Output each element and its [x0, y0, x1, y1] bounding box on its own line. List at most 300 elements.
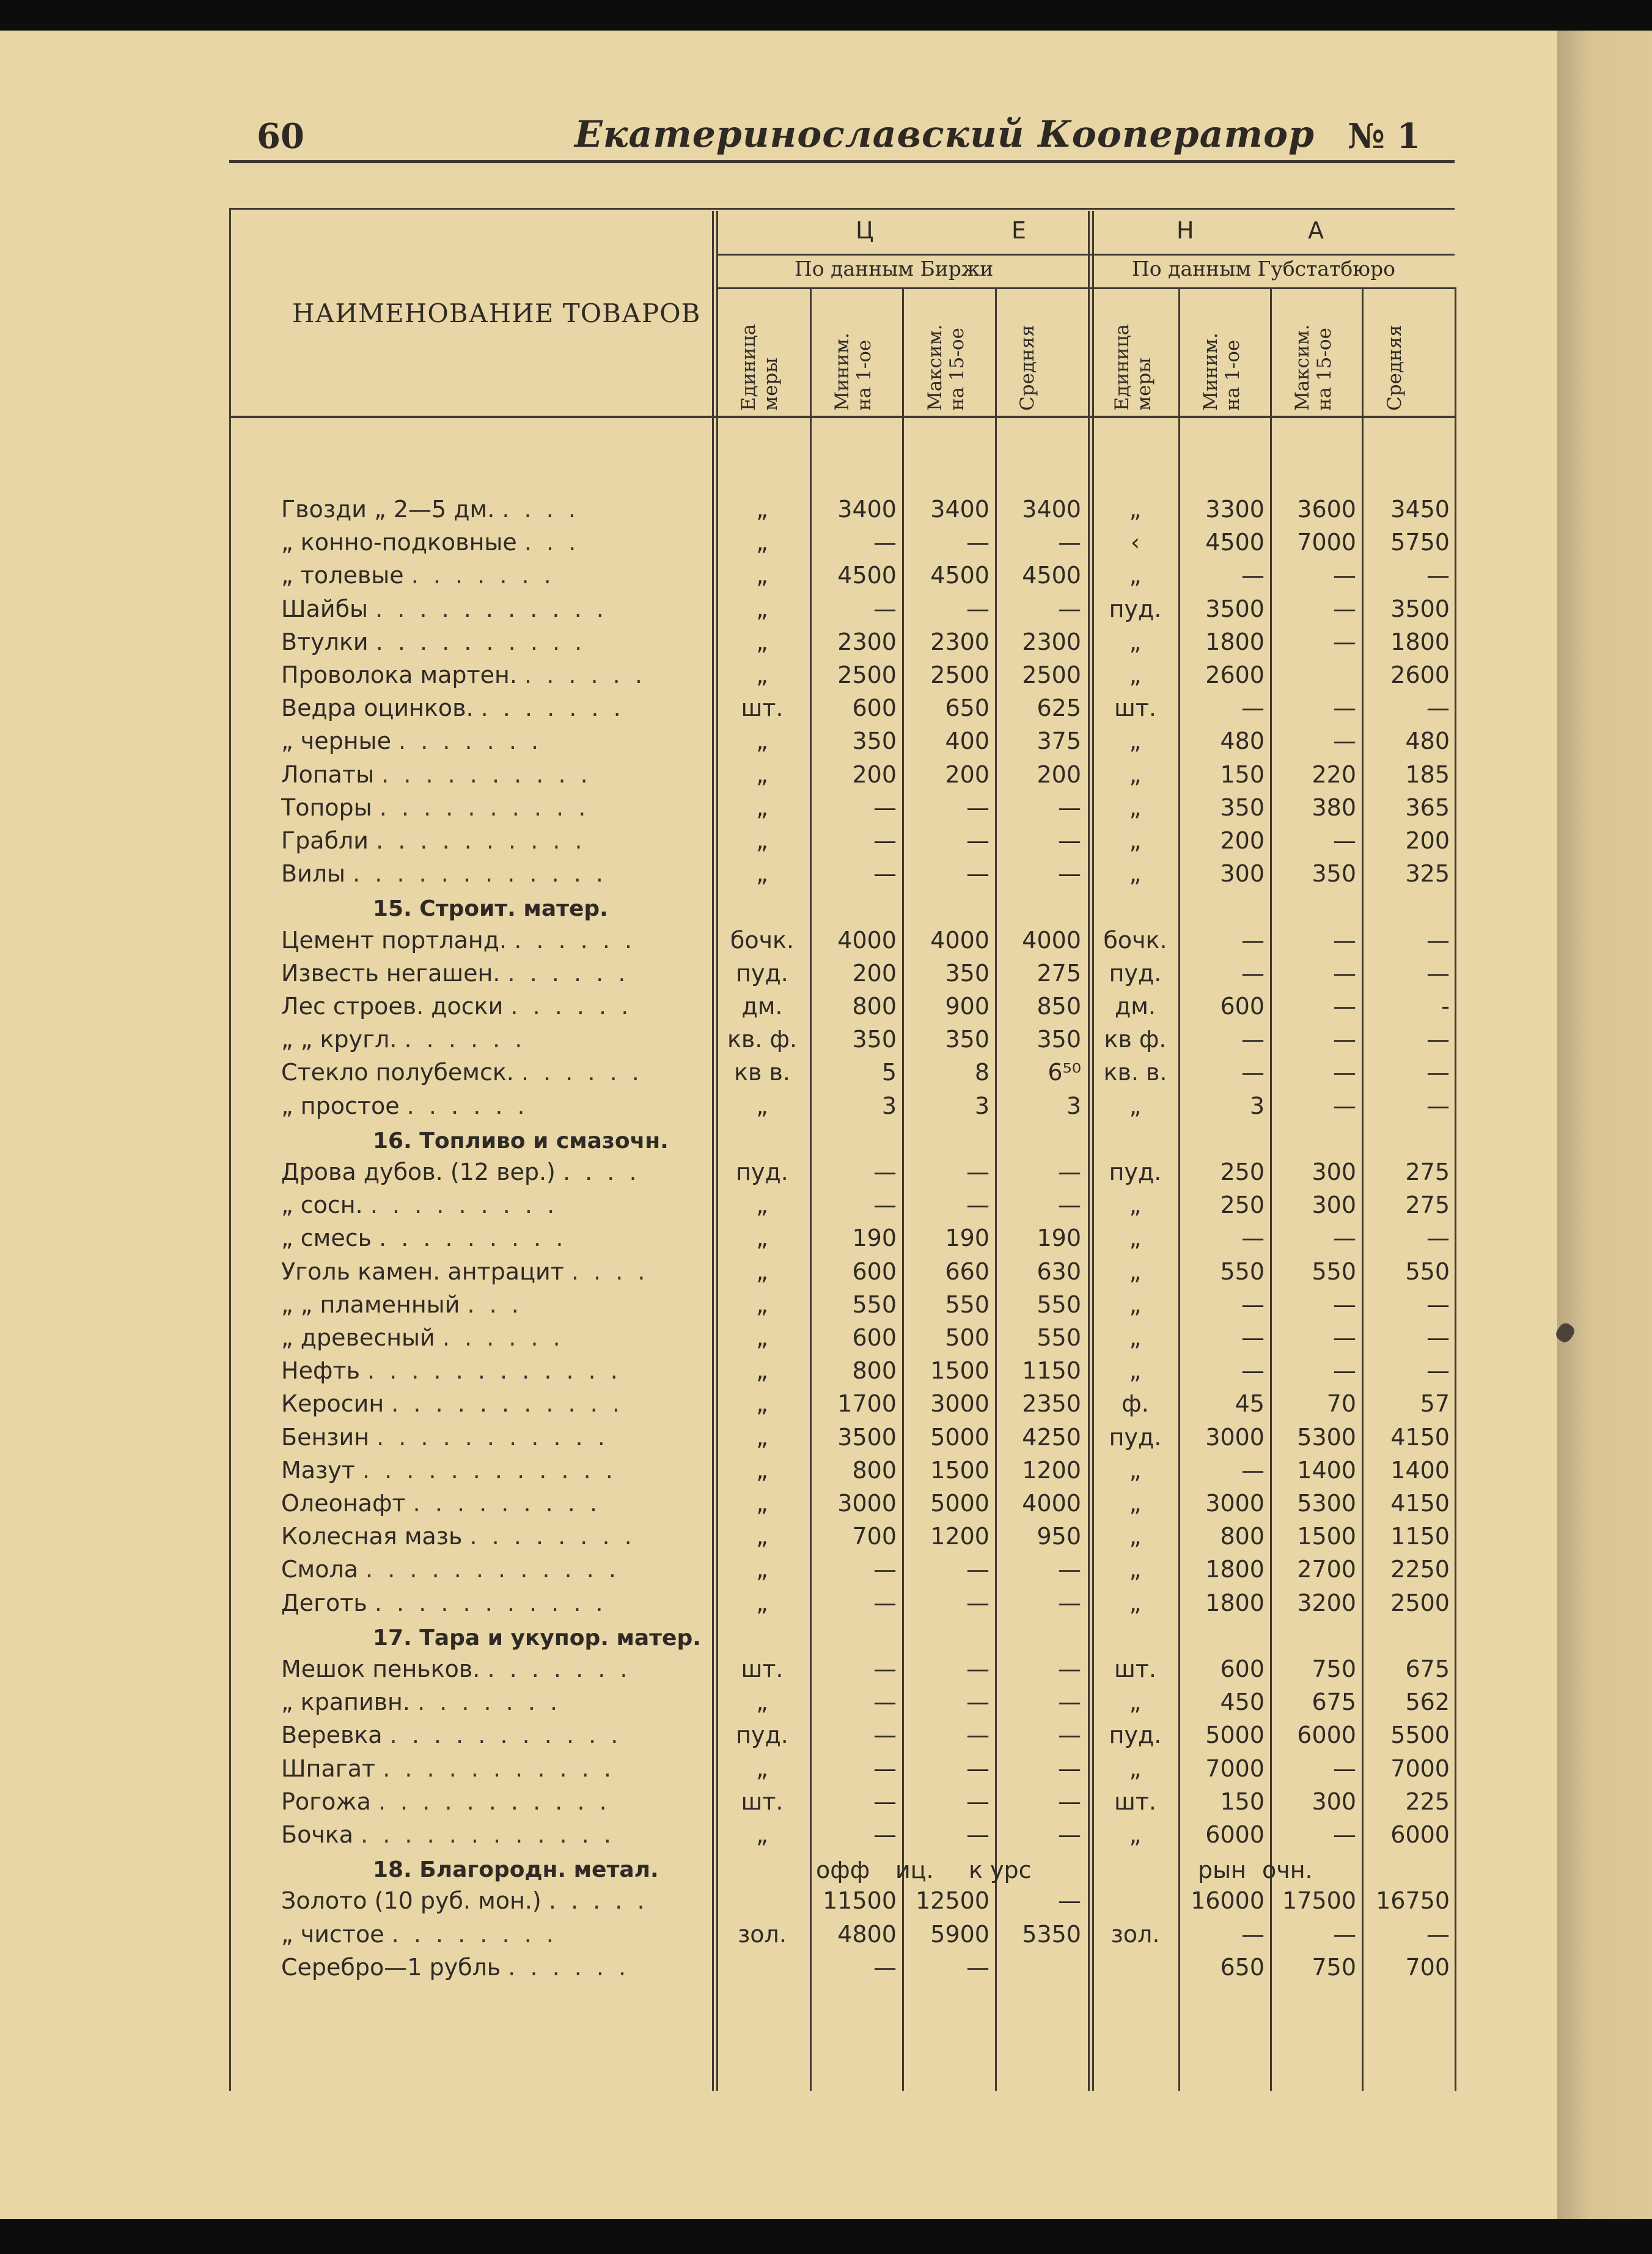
unit-cell: „ [756, 827, 768, 854]
price-cell: — [1058, 529, 1081, 556]
leader-dots: . . . . . . [507, 959, 630, 987]
price-cell: 5900 [930, 1920, 989, 1948]
price-cell: — [1241, 1357, 1265, 1385]
commodity-name [281, 1654, 703, 1684]
commodity-label: „ „ кругл. [281, 1026, 405, 1053]
commodity-label: Олеонафт [281, 1490, 413, 1517]
price-cell: — [1426, 926, 1450, 954]
price-cell: 700 [852, 1523, 897, 1550]
unit-cell: шт. [741, 694, 784, 722]
price-cell: — [1333, 595, 1356, 622]
commodity-name [281, 958, 703, 989]
unit-cell: „ [756, 1689, 768, 1716]
unit-cell: бочк. [1103, 926, 1167, 954]
price-cell: — [873, 529, 897, 556]
price-cell: 3400 [1022, 496, 1081, 523]
commodity-name [281, 1720, 703, 1750]
leader-dots: . . . . . . . . . . . . [367, 1357, 622, 1385]
rate-note: очн. [1262, 1857, 1313, 1884]
price-cell: 5300 [1297, 1490, 1356, 1517]
price-cell: 2500 [837, 661, 897, 688]
commodity-name [281, 1819, 703, 1850]
unit-cell: „ [756, 794, 768, 821]
price-cell: 600 [1220, 993, 1265, 1020]
price-cell: 200 [852, 959, 897, 987]
commodity-name [281, 991, 703, 1022]
price-cell: 190 [945, 1225, 989, 1252]
unit-cell: „ [1129, 1191, 1142, 1219]
commodity-label: Смола [281, 1556, 366, 1583]
price-cell: — [1333, 694, 1356, 722]
commodity-label: „ крапивн. [281, 1689, 418, 1716]
price-cell: 3500 [1205, 595, 1265, 622]
unit-cell: „ [1129, 1523, 1142, 1550]
price-cell: 750 [1312, 1656, 1356, 1682]
price-cell: 45 [1235, 1390, 1265, 1418]
commodity-name [281, 1753, 703, 1784]
price-cell: — [1426, 1059, 1450, 1086]
group-header-statbureau: По данным Губстатбюро [1132, 257, 1395, 281]
price-cell: 900 [945, 993, 989, 1020]
unit-cell: „ [756, 1225, 768, 1252]
commodity-label: Деготь [281, 1589, 375, 1616]
unit-cell: „ [756, 761, 768, 788]
leader-dots: . . . . . . . . [391, 1920, 557, 1948]
commodity-label: Мешок пеньков. [281, 1656, 488, 1682]
price-cell: - [1441, 993, 1450, 1020]
price-letter: Е [1011, 217, 1027, 244]
leader-dots: . . . . . . [404, 1026, 526, 1053]
leader-dots: . . . . . . . [487, 1656, 631, 1682]
price-cell: — [1058, 1755, 1081, 1782]
price-cell: — [1426, 1357, 1450, 1385]
price-cell: 200 [1405, 827, 1450, 854]
price-cell: — [1058, 1158, 1081, 1185]
commodity-label: Дрова дубов. (12 вер.) [281, 1158, 563, 1185]
unit-cell: „ [1129, 496, 1142, 523]
price-cell: — [1333, 1920, 1356, 1948]
price-cell: 675 [1405, 1656, 1450, 1682]
price-cell: 550 [1405, 1258, 1450, 1285]
commodity-name [281, 1885, 703, 1916]
commodity-name [281, 594, 703, 624]
price-cell: — [1058, 827, 1081, 854]
price-cell: 2300 [930, 628, 989, 655]
price-cell: 1700 [837, 1390, 897, 1418]
unit-cell: „ [756, 595, 768, 622]
price-cell: 2500 [930, 661, 989, 688]
price-cell: 480 [1220, 727, 1265, 755]
price-cell: — [1333, 959, 1356, 987]
unit-cell: „ [1129, 1755, 1142, 1782]
price-cell: 2250 [1390, 1556, 1450, 1583]
unit-cell [1094, 1885, 1177, 1916]
header-rule [229, 160, 1455, 163]
column-header: Единица меры [738, 323, 782, 411]
leader-dots: . . . . . . . . . . . . [362, 1456, 617, 1484]
price-cell: 5000 [930, 1423, 989, 1451]
price-cell: 185 [1405, 761, 1450, 788]
unit-cell: „ [756, 1589, 768, 1616]
price-cell: 3600 [1297, 496, 1356, 523]
price-cell: — [873, 827, 897, 854]
commodity-label: „ простое [281, 1092, 407, 1119]
price-cell: 550 [1312, 1258, 1356, 1285]
commodity-name [281, 1057, 703, 1088]
rate-note: урс [990, 1857, 1032, 1884]
leader-dots: . . . . . . [442, 1324, 564, 1351]
commodity-label: „ конно-подковные [281, 529, 524, 556]
commodity-name [281, 825, 703, 856]
price-cell: 800 [852, 1456, 897, 1484]
price-cell: 350 [1312, 860, 1356, 888]
price-cell: — [1058, 1887, 1081, 1915]
unit-cell: пуд. [1109, 1158, 1162, 1185]
commodity-name [281, 1455, 703, 1486]
price-cell: 200 [1037, 761, 1081, 788]
unit-cell: „ [756, 1755, 768, 1782]
commodity-label: Шайбы [281, 595, 376, 622]
price-cell: — [1241, 1291, 1265, 1318]
commodity-name [281, 1355, 703, 1386]
leader-dots: . . . . . . . . . . [381, 761, 592, 788]
unit-cell: пуд. [1109, 1722, 1162, 1749]
rate-note: офф [816, 1857, 870, 1884]
unit-cell: „ [756, 529, 768, 556]
price-cell: — [873, 1788, 897, 1815]
leader-dots: . . . . . . . . . . . [389, 1722, 622, 1749]
price-cell: — [966, 1821, 989, 1848]
price-cell: 4800 [837, 1920, 897, 1948]
price-cell: 480 [1405, 727, 1450, 755]
price-cell: — [1058, 1191, 1081, 1219]
price-cell: — [966, 860, 989, 888]
price-cell: 550 [1037, 1291, 1081, 1318]
price-cell: 2600 [1390, 661, 1450, 688]
price-cell: — [1058, 1556, 1081, 1583]
price-cell: 1150 [1390, 1523, 1450, 1550]
price-cell: 350 [852, 1026, 897, 1053]
price-cell: 150 [1220, 1788, 1265, 1815]
commodity-name [281, 1157, 703, 1187]
price-cell: — [966, 1755, 989, 1782]
unit-cell: „ [1129, 562, 1142, 589]
unit-cell: зол. [738, 1920, 787, 1948]
unit-cell: „ [1129, 860, 1142, 888]
commodity-label: Серебро—1 рубль [281, 1953, 508, 1981]
price-cell: — [1241, 1225, 1265, 1252]
leader-dots: . . . . . . . . . [413, 1490, 601, 1517]
commodity-label: Бочка [281, 1821, 361, 1848]
price-cell: 350 [1037, 1026, 1081, 1053]
commodity-name [281, 1554, 703, 1585]
leader-dots: . . . . . . . . . . . [374, 1589, 607, 1616]
leader-dots: . . . . . . [508, 1953, 630, 1981]
unit-cell: „ [1129, 1689, 1142, 1716]
price-cell: 1500 [930, 1456, 989, 1484]
commodity-name [281, 693, 703, 723]
unit-cell: пуд. [736, 959, 788, 987]
unit-cell: „ [1129, 827, 1142, 854]
section-heading: 17. Тара и укупор. матер. [373, 1625, 701, 1651]
commodity-name [281, 560, 703, 591]
price-cell: — [966, 1953, 989, 1981]
unit-cell: „ [1129, 661, 1142, 688]
leader-dots: . . . . . . . . . . . . [365, 1556, 620, 1583]
commodity-label: „ толевые [281, 562, 411, 589]
price-cell: — [1333, 1821, 1356, 1848]
price-cell: 3000 [930, 1390, 989, 1418]
price-cell: 3 [974, 1092, 989, 1119]
price-cell: — [1333, 727, 1356, 755]
price-cell: 600 [852, 1258, 897, 1285]
unit-cell: „ [1129, 1258, 1142, 1285]
price-cell: 1800 [1205, 628, 1265, 655]
commodity-label: Лес строев. доски [281, 993, 511, 1020]
price-cell: — [1333, 1324, 1356, 1351]
price-cell: 1800 [1205, 1556, 1265, 1583]
price-cell: 2300 [1022, 628, 1081, 655]
price-cell: 1800 [1205, 1589, 1265, 1616]
price-cell: — [1333, 1225, 1356, 1252]
leader-dots: . . . [524, 529, 580, 556]
unit-cell [716, 1952, 808, 1983]
column-header: Миним. на 1-ое [1199, 333, 1244, 411]
unit-cell: „ [756, 1191, 768, 1219]
price-cell: 650 [1220, 1953, 1265, 1981]
price-cell: 600 [852, 1324, 897, 1351]
price-cell: 300 [1312, 1158, 1356, 1185]
price-cell: 3 [1249, 1092, 1265, 1119]
price-cell: 5000 [1205, 1722, 1265, 1749]
price-cell: 7000 [1297, 529, 1356, 556]
price-cell: 550 [1037, 1324, 1081, 1351]
price-cell: — [1241, 694, 1265, 722]
commodity-label: Вилы [281, 860, 353, 888]
column-rule [1455, 287, 1456, 2091]
unit-cell: „ [1129, 1291, 1142, 1318]
commodity-label: Мазут [281, 1456, 362, 1484]
price-cell: — [1333, 1291, 1356, 1318]
price-cell: — [1333, 827, 1356, 854]
price-cell: 850 [1037, 993, 1081, 1020]
price-cell: 2350 [1022, 1390, 1081, 1418]
price-cell: 550 [1220, 1258, 1265, 1285]
price-cell: 3400 [837, 496, 897, 523]
rate-note: рын [1198, 1857, 1246, 1884]
unit-cell: „ [1129, 628, 1142, 655]
price-cell: — [966, 529, 989, 556]
leader-dots: . . . . . . . [411, 562, 555, 589]
commodity-name [281, 1388, 703, 1419]
commodity-label: Ведра оцинков. [281, 694, 481, 722]
price-cell: 200 [945, 761, 989, 788]
price-cell: 12500 [916, 1887, 989, 1915]
unit-cell: „ [756, 1523, 768, 1550]
price-cell: 3000 [1205, 1423, 1265, 1451]
column-rule [1088, 211, 1090, 2091]
unit-cell: „ [756, 1423, 768, 1451]
price-cell: — [1333, 1059, 1356, 1086]
group-rule [716, 254, 1455, 256]
price-cell: 1200 [1022, 1456, 1081, 1484]
price-cell: 350 [1220, 794, 1265, 821]
price-cell: 562 [1405, 1689, 1450, 1716]
price-cell: — [966, 1158, 989, 1185]
price-cell: 600 [1220, 1656, 1265, 1682]
price-cell: 365 [1405, 794, 1450, 821]
commodity-name [281, 660, 703, 690]
commodity-name [281, 1190, 703, 1220]
price-letter: А [1308, 217, 1324, 244]
price-cell: — [1241, 1324, 1265, 1351]
commodity-name [281, 494, 703, 525]
price-cell: 4000 [837, 926, 897, 954]
commodity-label: Гвозди „ 2—5 дм. [281, 496, 502, 523]
price-cell: — [1426, 694, 1450, 722]
price-cell: — [1333, 1092, 1356, 1119]
commodity-label: „ чистое [281, 1920, 392, 1948]
price-cell: — [1333, 926, 1356, 954]
leader-dots: . . . . . . [406, 1092, 529, 1119]
unit-cell: пуд. [736, 1158, 788, 1185]
unit-cell: ф. [1122, 1390, 1149, 1418]
commodity-name [281, 1588, 703, 1618]
price-cell: 16750 [1376, 1887, 1450, 1915]
unit-cell: шт. [741, 1656, 784, 1682]
price-cell: — [1058, 595, 1081, 622]
leader-dots: . . . . . . . . . . [379, 794, 590, 821]
price-cell: 11500 [823, 1887, 897, 1915]
leader-dots: . . . . . . . [417, 1689, 562, 1716]
price-cell: 500 [945, 1324, 989, 1351]
price-cell: — [873, 1656, 897, 1682]
price-cell: 5500 [1390, 1722, 1450, 1749]
unit-cell: дм. [1114, 993, 1156, 1020]
column-header: Миним. на 1-ое [831, 333, 875, 411]
price-cell: — [1058, 1788, 1081, 1815]
price-cell: 400 [945, 727, 989, 755]
price-cell: 1400 [1297, 1456, 1356, 1484]
commodity-name [281, 1488, 703, 1519]
price-cell: 275 [1405, 1158, 1450, 1185]
commodity-name [281, 627, 703, 657]
price-cell: — [966, 595, 989, 622]
journal-title: Екатеринославский Кооператор [575, 113, 1315, 156]
leader-dots: . . . . . . [524, 661, 646, 688]
price-cell: 3400 [930, 496, 989, 523]
unit-cell: „ [756, 562, 768, 589]
price-cell: 1200 [930, 1523, 989, 1550]
price-cell: 3300 [1205, 496, 1265, 523]
price-cell: 4500 [1022, 562, 1081, 589]
leader-dots: . . . . . . . . . . . . [361, 1821, 615, 1848]
commodity-label: Известь негашен. [281, 959, 508, 987]
commodity-name [281, 527, 703, 558]
price-cell: — [1241, 1059, 1265, 1086]
price-cell: 6⁵⁰ [1048, 1059, 1081, 1086]
price-cell: 3500 [1390, 595, 1450, 622]
price-cell: 225 [1405, 1788, 1450, 1815]
price-cell: 325 [1405, 860, 1450, 888]
leader-dots: . . . . . . . . . . [376, 827, 586, 854]
leader-dots: . . . . . [548, 1887, 648, 1915]
price-cell: 4500 [1205, 529, 1265, 556]
unit-cell: „ [1129, 794, 1142, 821]
price-cell: 4000 [1022, 1490, 1081, 1517]
unit-cell: „ [1129, 1456, 1142, 1484]
price-cell: 3 [881, 1092, 897, 1119]
unit-cell: шт. [741, 1788, 784, 1815]
price-cell: 450 [1220, 1689, 1265, 1716]
price-cell: 200 [852, 761, 897, 788]
price-cell: — [1426, 1324, 1450, 1351]
unit-cell: „ [756, 1258, 768, 1285]
price-cell: 1400 [1390, 1456, 1450, 1484]
price-letter: Н [1177, 217, 1194, 244]
leader-dots: . . . . . . . . [469, 1523, 636, 1550]
price-cell: — [1426, 959, 1450, 987]
price-cell: 2500 [1022, 661, 1081, 688]
unit-cell: „ [1129, 1225, 1142, 1252]
column-header: Максим. на 15-ое [1291, 324, 1335, 411]
price-cell: 660 [945, 1258, 989, 1285]
unit-cell: „ [1129, 1092, 1142, 1119]
commodity-name [281, 1322, 703, 1353]
price-cell: 5350 [1022, 1920, 1081, 1948]
commodity-name [281, 858, 703, 889]
price-cell: — [873, 1953, 897, 1981]
price-cell: — [1058, 860, 1081, 888]
commodity-label: Топоры [281, 794, 380, 821]
commodity-label: Керосин [281, 1390, 392, 1418]
price-cell: 4250 [1022, 1423, 1081, 1451]
price-cell: — [966, 794, 989, 821]
unit-cell: кв. в. [1103, 1059, 1167, 1086]
price-cell: 5 [881, 1059, 897, 1086]
commodity-label: „ сосн. [281, 1191, 370, 1219]
commodity-label: „ смесь [281, 1225, 380, 1252]
unit-cell: пуд. [1109, 1423, 1162, 1451]
commodity-label: Уголь камен. антрацит [281, 1258, 571, 1285]
section-heading: 16. Топливо и смазочн. [373, 1128, 669, 1154]
price-cell: 4150 [1390, 1423, 1450, 1451]
commodity-label: Грабли [281, 827, 376, 854]
unit-cell: „ [756, 1390, 768, 1418]
price-cell: — [873, 1722, 897, 1749]
price-cell: 16000 [1191, 1887, 1265, 1915]
price-cell: — [873, 1755, 897, 1782]
price-cell: — [873, 1158, 897, 1185]
commodity-name [281, 1422, 703, 1453]
leader-dots: . . . . . . . . . . [375, 628, 586, 655]
price-letter: Ц [856, 217, 874, 244]
price-cell: 950 [1037, 1523, 1081, 1550]
commodity-label: Нефть [281, 1357, 368, 1385]
price-cell: — [966, 1689, 989, 1716]
price-cell: — [1241, 959, 1265, 987]
leader-dots: . . . . [562, 1158, 641, 1185]
price-cell: 275 [1037, 959, 1081, 987]
unit-cell: „ [756, 628, 768, 655]
price-cell: 3000 [1205, 1490, 1265, 1517]
price-cell: 4000 [1022, 926, 1081, 954]
issue-number: № 1 [1348, 116, 1421, 157]
section-heading: 15. Строит. матер. [373, 896, 608, 922]
unit-cell: „ [1129, 1490, 1142, 1517]
unit-cell: шт. [1114, 1788, 1156, 1815]
price-cell: 7000 [1390, 1755, 1450, 1782]
